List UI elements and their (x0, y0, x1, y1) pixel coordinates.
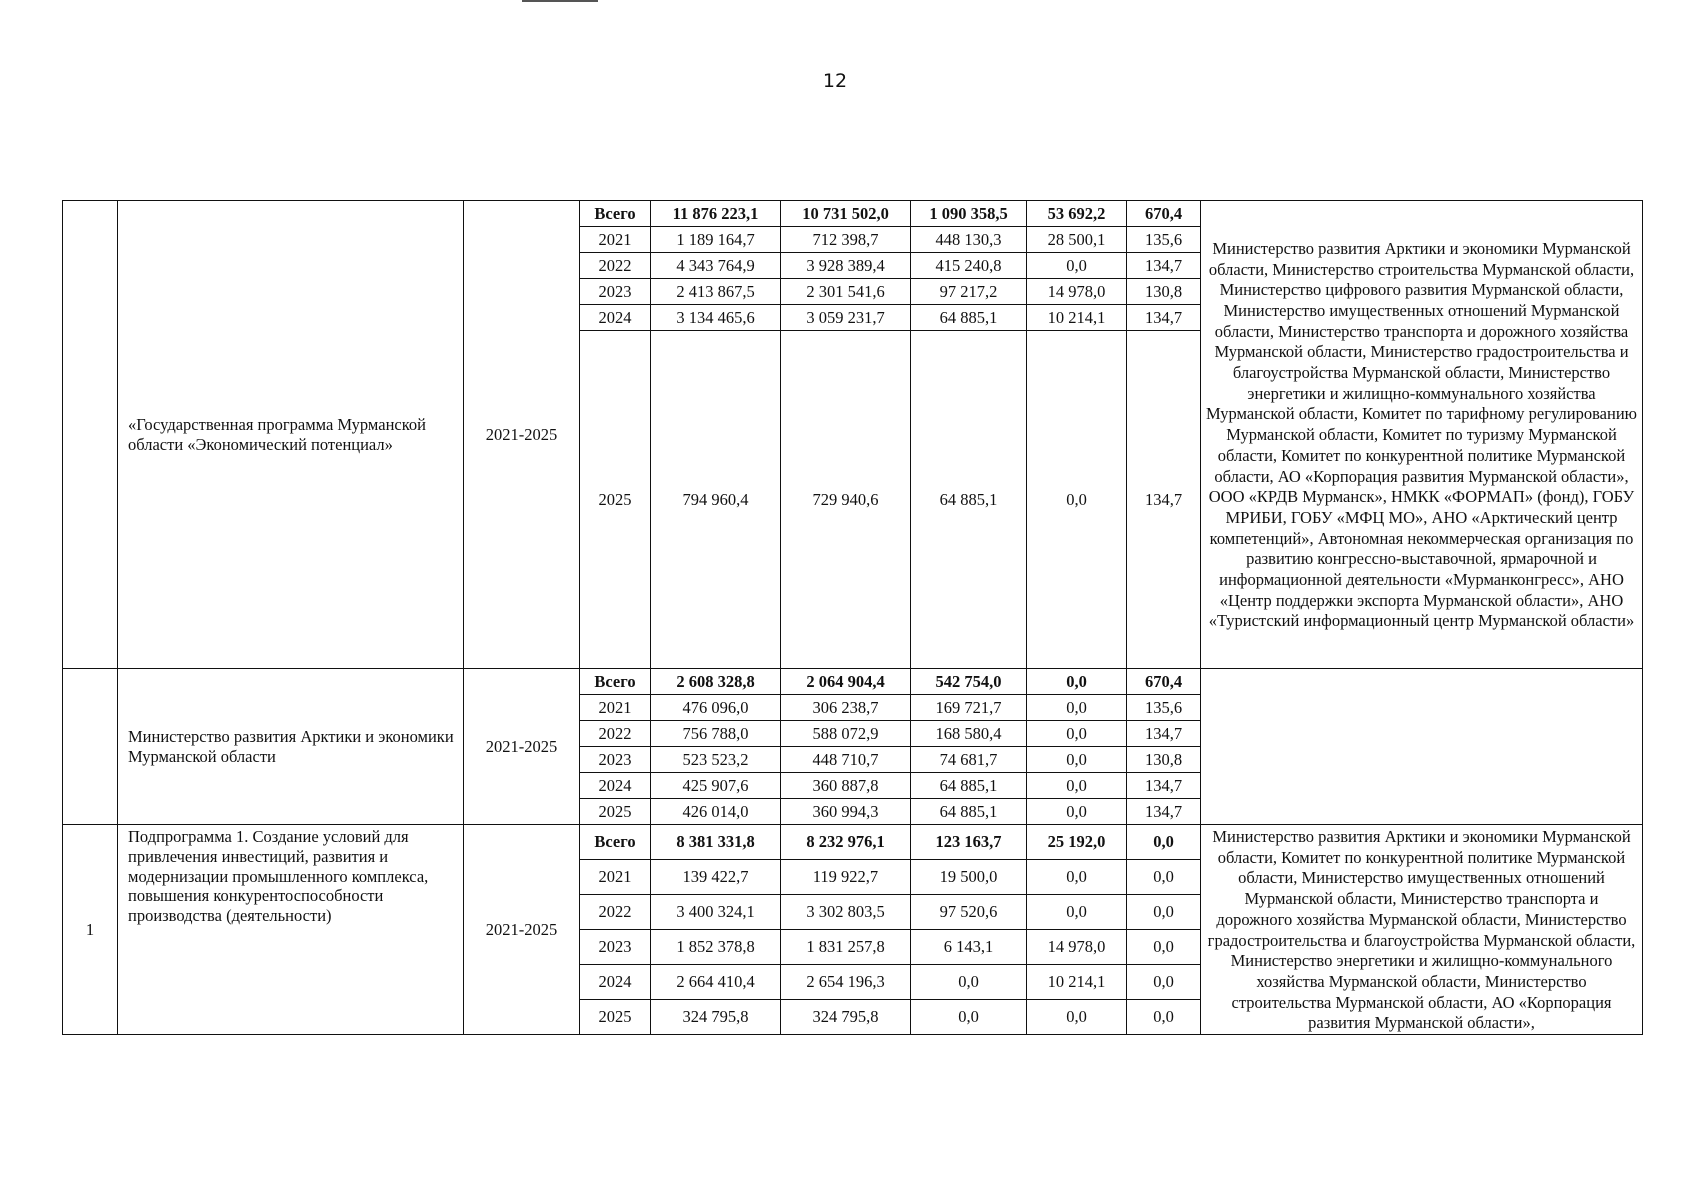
federal-cell: 64 885,1 (911, 799, 1027, 825)
table-row (63, 201, 1643, 227)
row-number (63, 201, 118, 669)
year-cell: Всего (580, 669, 651, 695)
executors-list: Министерство развития Арктики и экономики Мурманской области, Министерство строительства Мурманской области, Министерство цифрового развития Мурманской области, Министерство имущественных отношений Мурманской области, Министерство транспорта и дорожного хозяйства Мурманской области, Министерство градостроительства и благоустройства Мурманской области, Министерство энергетики и жилищно-коммунального хозяйства Мурманской области, Комитет по тарифному регулированию Мурманской области, Комитет по туризму Мурманской области, Комитет по конкурентной политике Мурманской области, АО «Корпорация развития Мурманской области», ООО «КРДВ Мурманск», НМКК «ФОРМАП» (фонд), ГОБУ МРИБИ, ГОБУ «МФЦ МО», АНО «Арктический центр компетенций», Автономная некоммерческая организация по развитию конгрессно-выставочной, ярмарочной и информационной деятельности «Мурманконгресс», АНО «Центр поддержки экспорта Мурманской области», АНО «Туристский информационный центр Мурманской области» (1201, 201, 1643, 669)
regional-cell: 360 994,3 (781, 799, 911, 825)
other-cell: 670,4 (1127, 201, 1201, 227)
other-cell: 0,0 (1127, 965, 1201, 1000)
regional-cell: 324 795,8 (781, 1000, 911, 1035)
local-cell: 10 214,1 (1027, 305, 1127, 331)
local-cell: 0,0 (1027, 721, 1127, 747)
executors-list (1201, 669, 1643, 825)
regional-cell: 712 398,7 (781, 227, 911, 253)
regional-cell: 3 928 389,4 (781, 253, 911, 279)
year-cell: 2025 (580, 331, 651, 669)
total-cell: 756 788,0 (651, 721, 781, 747)
regional-cell: 729 940,6 (781, 331, 911, 669)
total-cell: 11 876 223,1 (651, 201, 781, 227)
other-cell: 670,4 (1127, 669, 1201, 695)
regional-cell: 2 064 904,4 (781, 669, 911, 695)
total-cell: 2 608 328,8 (651, 669, 781, 695)
table-row (63, 825, 1643, 860)
federal-cell: 64 885,1 (911, 773, 1027, 799)
year-cell: 2022 (580, 721, 651, 747)
federal-cell: 169 721,7 (911, 695, 1027, 721)
other-cell: 134,7 (1127, 305, 1201, 331)
local-cell: 0,0 (1027, 695, 1127, 721)
year-cell: 2025 (580, 1000, 651, 1035)
year-cell: 2024 (580, 305, 651, 331)
total-cell: 2 664 410,4 (651, 965, 781, 1000)
federal-cell: 415 240,8 (911, 253, 1027, 279)
total-cell: 324 795,8 (651, 1000, 781, 1035)
regional-cell: 8 232 976,1 (781, 825, 911, 860)
local-cell: 0,0 (1027, 253, 1127, 279)
federal-cell: 97 520,6 (911, 895, 1027, 930)
year-cell: 2021 (580, 860, 651, 895)
total-cell: 3 400 324,1 (651, 895, 781, 930)
federal-cell: 123 163,7 (911, 825, 1027, 860)
page-number: 12 (822, 70, 848, 92)
program-period: 2021-2025 (464, 201, 580, 669)
program-name: Подпрограмма 1. Создание условий для привлечения инвестиций, развития и модернизации промышленного комплекса, повышения конкурентоспособности производства (деятельности) (118, 825, 464, 1035)
year-cell: 2023 (580, 279, 651, 305)
row-number: 1 (63, 825, 118, 1035)
total-cell: 476 096,0 (651, 695, 781, 721)
row-number (63, 669, 118, 825)
other-cell: 134,7 (1127, 331, 1201, 669)
federal-cell: 0,0 (911, 1000, 1027, 1035)
federal-cell: 19 500,0 (911, 860, 1027, 895)
program-name: «Государственная программа Мурманской области «Экономический потенциал» (118, 201, 464, 669)
federal-cell: 64 885,1 (911, 305, 1027, 331)
other-cell: 0,0 (1127, 930, 1201, 965)
total-cell: 2 413 867,5 (651, 279, 781, 305)
local-cell: 53 692,2 (1027, 201, 1127, 227)
local-cell: 0,0 (1027, 331, 1127, 669)
year-cell: Всего (580, 201, 651, 227)
federal-cell: 542 754,0 (911, 669, 1027, 695)
other-cell: 134,7 (1127, 799, 1201, 825)
local-cell: 0,0 (1027, 860, 1127, 895)
executors-list: Министерство развития Арктики и экономики Мурманской области, Комитет по конкурентной политике Мурманской области, Министерство имущественных отношений Мурманской области, Министерство транспорта и дорожного хозяйства Мурманской области, Министерство градостроительства и благоустройства Мурманской области, Министерство энергетики и жилищно-коммунального хозяйства Мурманской области, Министерство строительства Мурманской области, АО «Корпорация развития Мурманской области», (1201, 825, 1643, 1035)
year-cell: 2023 (580, 930, 651, 965)
regional-cell: 2 301 541,6 (781, 279, 911, 305)
program-period: 2021-2025 (464, 825, 580, 1035)
regional-cell: 119 922,7 (781, 860, 911, 895)
local-cell: 25 192,0 (1027, 825, 1127, 860)
federal-cell: 64 885,1 (911, 331, 1027, 669)
table-row (63, 669, 1643, 695)
total-cell: 794 960,4 (651, 331, 781, 669)
local-cell: 0,0 (1027, 895, 1127, 930)
local-cell: 14 978,0 (1027, 930, 1127, 965)
total-cell: 523 523,2 (651, 747, 781, 773)
year-cell: 2024 (580, 965, 651, 1000)
other-cell: 134,7 (1127, 253, 1201, 279)
total-cell: 8 381 331,8 (651, 825, 781, 860)
total-cell: 4 343 764,9 (651, 253, 781, 279)
other-cell: 134,7 (1127, 773, 1201, 799)
other-cell: 0,0 (1127, 825, 1201, 860)
year-cell: 2022 (580, 253, 651, 279)
regional-cell: 3 302 803,5 (781, 895, 911, 930)
local-cell: 0,0 (1027, 1000, 1127, 1035)
regional-cell: 3 059 231,7 (781, 305, 911, 331)
year-cell: 2022 (580, 895, 651, 930)
program-period: 2021-2025 (464, 669, 580, 825)
local-cell: 0,0 (1027, 799, 1127, 825)
funding-table (62, 200, 1643, 1035)
year-cell: 2025 (580, 799, 651, 825)
federal-cell: 97 217,2 (911, 279, 1027, 305)
total-cell: 1 852 378,8 (651, 930, 781, 965)
year-cell: 2024 (580, 773, 651, 799)
total-cell: 426 014,0 (651, 799, 781, 825)
other-cell: 134,7 (1127, 721, 1201, 747)
federal-cell: 448 130,3 (911, 227, 1027, 253)
other-cell: 0,0 (1127, 860, 1201, 895)
regional-cell: 448 710,7 (781, 747, 911, 773)
total-cell: 1 189 164,7 (651, 227, 781, 253)
total-cell: 139 422,7 (651, 860, 781, 895)
regional-cell: 588 072,9 (781, 721, 911, 747)
local-cell: 0,0 (1027, 773, 1127, 799)
year-cell: 2021 (580, 227, 651, 253)
federal-cell: 1 090 358,5 (911, 201, 1027, 227)
total-cell: 3 134 465,6 (651, 305, 781, 331)
other-cell: 135,6 (1127, 227, 1201, 253)
other-cell: 130,8 (1127, 279, 1201, 305)
federal-cell: 6 143,1 (911, 930, 1027, 965)
year-cell: 2021 (580, 695, 651, 721)
local-cell: 0,0 (1027, 669, 1127, 695)
local-cell: 14 978,0 (1027, 279, 1127, 305)
year-cell: Всего (580, 825, 651, 860)
federal-cell: 168 580,4 (911, 721, 1027, 747)
top-scan-mark (522, 0, 598, 2)
other-cell: 0,0 (1127, 895, 1201, 930)
regional-cell: 10 731 502,0 (781, 201, 911, 227)
regional-cell: 360 887,8 (781, 773, 911, 799)
local-cell: 28 500,1 (1027, 227, 1127, 253)
federal-cell: 0,0 (911, 965, 1027, 1000)
other-cell: 130,8 (1127, 747, 1201, 773)
local-cell: 10 214,1 (1027, 965, 1127, 1000)
other-cell: 135,6 (1127, 695, 1201, 721)
local-cell: 0,0 (1027, 747, 1127, 773)
year-cell: 2023 (580, 747, 651, 773)
program-name: Министерство развития Арктики и экономики Мурманской области (118, 669, 464, 825)
regional-cell: 2 654 196,3 (781, 965, 911, 1000)
other-cell: 0,0 (1127, 1000, 1201, 1035)
regional-cell: 306 238,7 (781, 695, 911, 721)
regional-cell: 1 831 257,8 (781, 930, 911, 965)
federal-cell: 74 681,7 (911, 747, 1027, 773)
total-cell: 425 907,6 (651, 773, 781, 799)
